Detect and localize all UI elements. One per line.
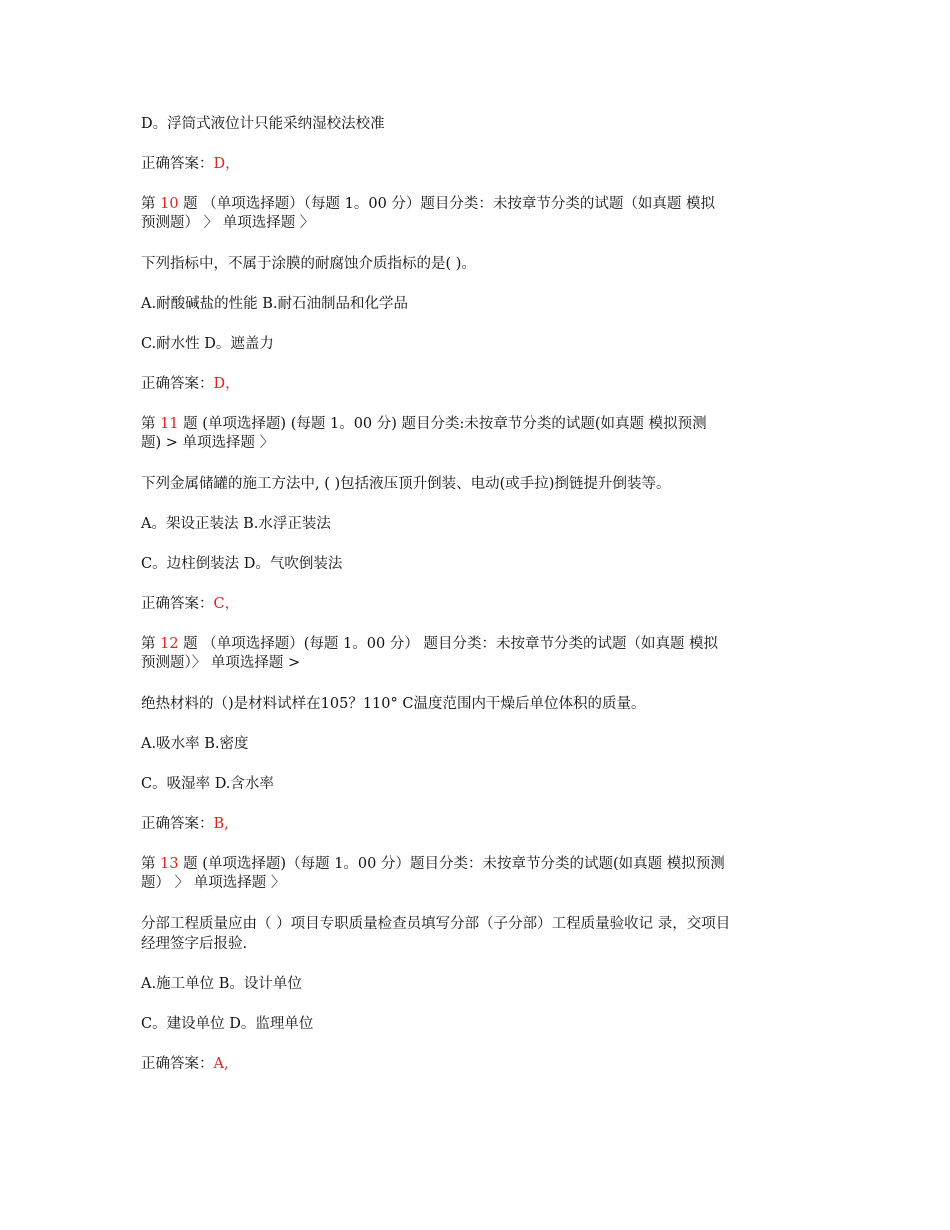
question-12-options-ab: A.吸水率 B.密度 — [141, 736, 249, 752]
question-13-options-ab: A.施工单位 B。设计单位 — [141, 976, 302, 992]
question-12-options-cd: C。吸湿率 D.含水率 — [141, 776, 274, 792]
question-11-header-line1 — [141, 414, 811, 434]
question-header-prefix: 第 — [141, 856, 161, 872]
question-13-stem-line2: 经理签字后报验. — [141, 936, 248, 952]
prev-option-d: D。浮筒式液位计只能采纳湿校法校准 — [141, 116, 385, 132]
question-number: 10 — [160, 196, 179, 212]
answer-value: D， — [213, 376, 240, 392]
question-13-header-line1 — [141, 854, 811, 874]
answer-value: B, — [213, 816, 229, 832]
question-header-prefix: 第 — [141, 636, 161, 652]
question-11-answer — [141, 594, 811, 614]
question-12-header-line2: 预测题）〉 单项选择题 > — [141, 655, 301, 671]
answer-label: 正确答案： — [141, 596, 214, 612]
question-10-answer — [141, 374, 811, 394]
question-header-text: 题 (单项选择题)（每题 1。00 分）题目分类：未按章节分类的试题(如真题 模拟预测 — [178, 856, 725, 872]
question-13-options-cd: C。建设单位 D。监理单位 — [141, 1016, 314, 1032]
question-13-header-line2: 题） 〉 单项选择题 〉 — [141, 875, 286, 891]
answer-label: 正确答案： — [141, 376, 214, 392]
question-header-text: 题 （单项选择题）（每题 1。00 分）题目分类：未按章节分类的试题（如真题 模拟 — [178, 196, 716, 212]
question-header-prefix: 第 — [141, 416, 161, 432]
question-header-text: 题 （单项选择题）(每题 1。00 分） 题目分类：未按章节分类的试题（如真题 模拟 — [178, 636, 719, 652]
answer-value: A, — [213, 1056, 229, 1072]
question-header-text: 题 (单项选择题) (每题 1。00 分) 题目分类:未按章节分类的试题(如真题 模拟预测 — [178, 416, 707, 432]
question-10-options-cd: C.耐水性 D。遮盖力 — [141, 336, 274, 352]
answer-label: 正确答案： — [141, 1056, 214, 1072]
answer-value: D， — [213, 156, 240, 172]
question-11-options-cd: C。边柱倒装法 D。气吹倒装法 — [141, 556, 343, 572]
question-number: 11 — [160, 416, 179, 432]
question-header-prefix: 第 — [141, 196, 161, 212]
question-12-answer — [141, 814, 811, 834]
question-10-header-line1 — [141, 194, 811, 214]
answer-value: C， — [213, 596, 240, 612]
question-11-stem: 下列金属储罐的施工方法中, ( )包括液压顶升倒装、电动(或手拉)捯链提升倒装等。 — [141, 476, 671, 492]
question-12-stem: 绝热材料的（)是材料试样在105？110° C温度范围内干燥后单位体积的质量。 — [141, 696, 646, 712]
question-10-options-ab: A.耐酸碱盐的性能 B.耐石油制品和化学品 — [141, 296, 408, 312]
question-number: 13 — [160, 856, 179, 872]
answer-label: 正确答案： — [141, 156, 214, 172]
question-10-header-line2: 预测题） 〉 单项选择题 〉 — [141, 215, 315, 231]
question-11-options-ab: A。架设正装法 B.水浮正装法 — [141, 516, 331, 532]
question-13-answer — [141, 1054, 811, 1074]
prev-answer — [141, 154, 811, 174]
question-number: 12 — [160, 636, 179, 652]
answer-label: 正确答案： — [141, 816, 214, 832]
question-12-header-line1 — [141, 634, 811, 654]
question-10-stem: 下列指标中，不属于涂膜的耐腐蚀介质指标的是( )。 — [141, 256, 476, 272]
question-13-stem-line1: 分部工程质量应由（ ）项目专职质量检查员填写分部（子分部）工程质量验收记 录，交项目 — [141, 916, 731, 932]
question-11-header-line2: 题) > 单项选择题 〉 — [141, 435, 275, 451]
